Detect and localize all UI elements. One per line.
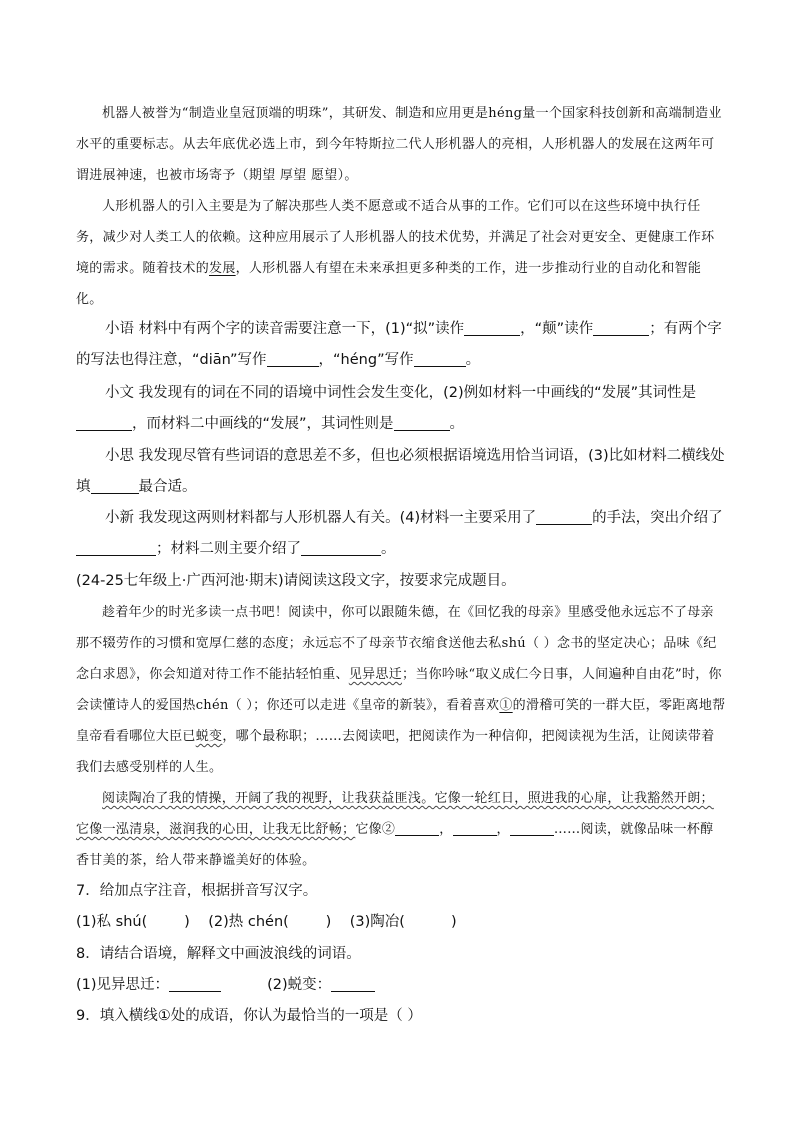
question-8-items: [76, 970, 726, 1001]
passage-text-2: （ ）念书的坚定决心；品味《纪念白求恩》，你会知道对待工作不能拈轻怕重、: [76, 636, 717, 682]
xiaoyu-text-4: ，“héng”写作: [318, 352, 414, 368]
passage-text-6: ，哪个最称职；……去阅读吧，把阅读作为一种信仰，把阅读视为生活，让阅读带着我们去感受别样的人生。: [76, 729, 715, 775]
xiaoxin-paragraph: [76, 503, 726, 565]
answer-blank-4[interactable]: [414, 348, 466, 367]
answer-blank-7[interactable]: [91, 475, 139, 494]
question-9-title: 9．填入横线①处的成语，你认为最恰当的一项是（ ）: [76, 1008, 422, 1024]
xiaosi-text: 我发现尽管有些词语的意思差不多，但也必须根据语境选用恰当词语，(3)比如材料二横线处填: [76, 448, 725, 495]
material-one-text-2: 量一个国家科技创新和高端制造业水平的重要标志。从去年底优必选上市，到今年特斯拉二代人形机器人的亮相，人形机器人的发展在这两年可谓进展神速，也被市场寄予（期望 厚望 愿望）。: [76, 106, 722, 183]
xiaoyu-text: 材料中有两个字的读音需要注意一下，(1)“拟”读作: [138, 321, 465, 337]
question-8-title: 8．请结合语境，解释文中画波浪线的词语。: [76, 946, 361, 962]
passage-s5: ……阅读，就像品味一杯醇香甘美的茶，给人带来静谧美好的体验。: [76, 822, 714, 868]
speaker-name: 小文: [105, 385, 134, 401]
passage-text-5: 的滑稽可笑的一群大臣，零距离地帮皇帝看看哪位大臣已: [76, 698, 726, 744]
xiaoyu-text-5: 。: [465, 352, 481, 368]
question-source: (24-25七年级上·广西河池·期末)请阅读这段文字，按要求完成题目。: [76, 573, 516, 589]
q8-item-1: (1)见异思迁：: [76, 977, 170, 993]
wavy-tuibian: 蜕变: [195, 729, 223, 744]
answer-blank-10[interactable]: [301, 537, 381, 556]
xiaosi-text-2: 最合适。: [138, 479, 197, 495]
pinyin-chen: chén: [195, 698, 229, 713]
answer-blank-14[interactable]: [169, 973, 221, 992]
answer-blank-6[interactable]: [394, 412, 450, 431]
xiaoxin-text-4: 。: [381, 541, 396, 557]
material-two-text-2: ，人形机器人有望在未来承担更多种类的工作，进一步推动行业的自动化和智能化。: [76, 261, 702, 307]
xiaoyu-text-3: ；有两个字的写法也得注意，“diān”写作: [76, 321, 722, 368]
question-7-title: 7．给加点字注音，根据拼音写汉字。: [76, 883, 318, 899]
passage-text-4: （ ）；你还可以走进《皇帝的新装》，看着喜欢: [228, 698, 500, 713]
question-7-items: [76, 907, 726, 938]
blank-marker-1: ①: [499, 698, 513, 713]
xiaoxin-text-3: ；材料二则主要介绍了: [156, 541, 301, 557]
q7-item-2[interactable]: (2)热 chén( ): [208, 914, 332, 930]
wavy-sentence: 阅读陶冶了我的情操，开阔了我的视野，让我获益匪浅。它像一轮红日，照进我的心扉，让我豁然开朗；它像一泓清泉，滋润我的心田，让我无比舒畅；: [76, 791, 714, 837]
xiaoxin-text: 我发现这两则材料都与人形机器人有关。(4)材料一主要采用了: [138, 510, 537, 526]
answer-blank-8[interactable]: [536, 506, 592, 525]
answer-blank-2[interactable]: [593, 317, 649, 336]
speaker-name: 小新: [105, 510, 134, 526]
material-two-text: 人形机器人的引入主要是为了解决那些人类不愿意或不适合从事的工作。它们可以在这些环境中执行任务，减少对人类工人的依赖。这种应用展示了人形机器人的技术优势，并满足了社会对更安全、更健康工作环境的需求。随着技术的: [76, 199, 715, 276]
passage-text-3: ；当你吟咏“取义成仁今日事，人间遍种自由花”时，你会读懂诗人的爱国热: [76, 667, 722, 713]
q7-item-1[interactable]: (1)私 shú( ): [76, 914, 190, 930]
xiaoyu-paragraph: [76, 314, 726, 376]
reading-passage-2: [76, 783, 726, 876]
xiaowen-text-3: 。: [449, 416, 465, 432]
passage-text: 趁着年少的时光多读一点书吧！阅读中，你可以跟随朱德，在《回忆我的母亲》里感受他永远忘不了母亲那不辍劳作的习惯和宽厚仁慈的态度；永远忘不了母亲节衣缩食送他去私: [76, 605, 714, 651]
speaker-name: 小语: [105, 321, 134, 337]
reading-passage: [76, 597, 726, 783]
underlined-fazhan: 发展: [209, 261, 236, 276]
xiaoyu-text-2: ，“颠”读作: [520, 321, 594, 337]
answer-blank-3[interactable]: [267, 348, 319, 367]
material-one-text: 机器人被誉为“制造业皇冠顶端的明珠”，其研发、制造和应用更是: [102, 106, 489, 121]
xiaowen-paragraph: [76, 378, 726, 440]
q8-item-2: (2)蜕变：: [267, 977, 332, 993]
passage-s4: ，: [496, 822, 510, 837]
passage-s3: ，: [439, 822, 453, 837]
answer-blank-12[interactable]: [453, 817, 497, 836]
xiaosi-paragraph: [76, 441, 726, 503]
answer-blank-9[interactable]: [76, 537, 156, 556]
xiaowen-text-2: ，而材料二中画线的“发展”，其词性则是: [132, 416, 394, 432]
xiaowen-text: 我发现有的词在不同的语境中词性会发生变化，(2)例如材料一中画线的“发展”其词性是: [138, 385, 697, 401]
pinyin-shu: shú: [501, 636, 526, 651]
material-one: [76, 98, 726, 191]
pinyin-heng: héng: [488, 106, 523, 121]
speaker-name: 小思: [105, 448, 134, 464]
answer-blank-1[interactable]: [464, 317, 520, 336]
answer-blank-11[interactable]: [395, 817, 439, 836]
xiaoxin-text-2: 的手法，突出介绍了: [592, 510, 723, 526]
answer-blank-15[interactable]: [331, 973, 375, 992]
answer-blank-5[interactable]: [76, 412, 132, 431]
wavy-jianyisiqian: 见异思迁: [348, 667, 403, 682]
answer-blank-13[interactable]: [510, 817, 554, 836]
passage-s2: 它像②: [355, 822, 396, 837]
q7-item-3[interactable]: (3)陶冶( ): [349, 914, 457, 930]
material-two: [76, 191, 726, 315]
